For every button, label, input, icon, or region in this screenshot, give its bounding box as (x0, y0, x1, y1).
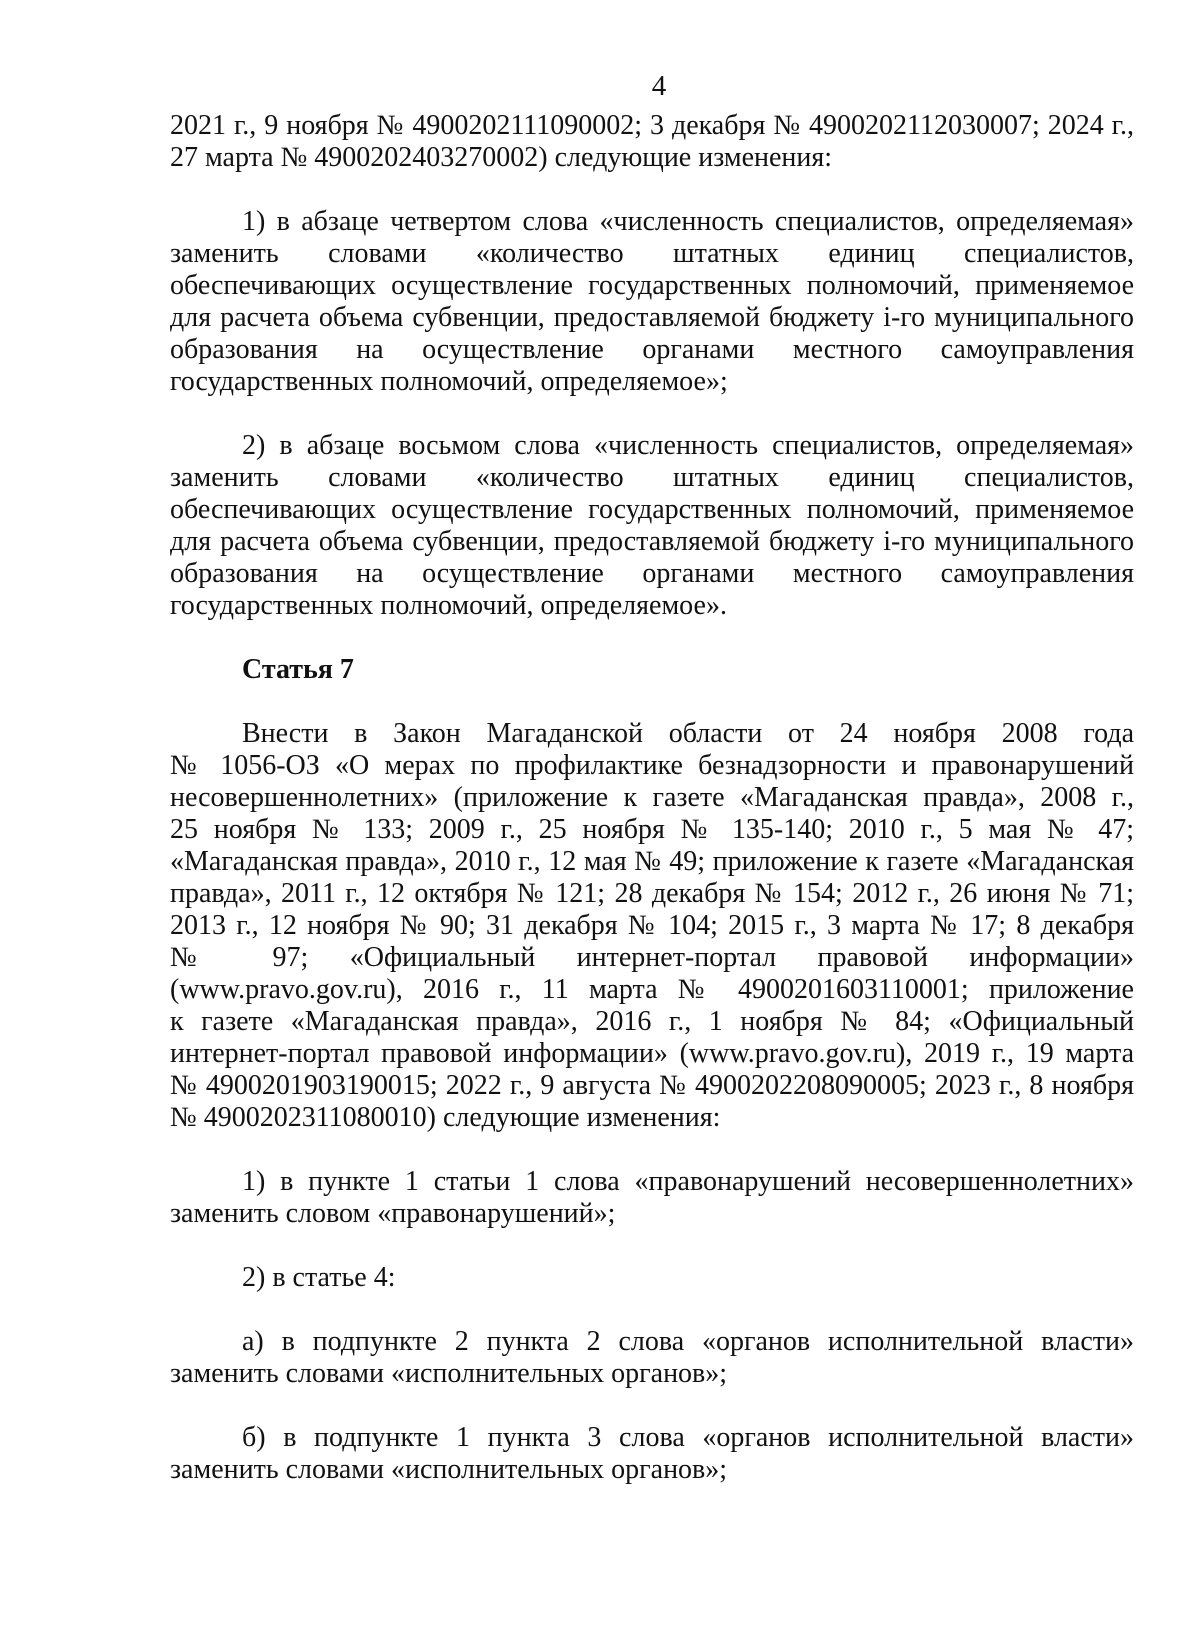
paragraph-spacer (170, 1390, 1134, 1422)
paragraph-spacer (170, 1294, 1134, 1326)
text-line: 25 ноября № 133; 2009 г., 25 ноября № 135-140; 2010 г., 5 мая № 47; (170, 814, 1134, 845)
article-heading: Статья 7 (242, 654, 354, 685)
text-line: 2013 г., 12 ноября № 90; 31 декабря № 104; 2015 г., 3 марта № 17; 8 декабря (170, 910, 1134, 941)
paragraph-spacer (170, 622, 1134, 654)
text-line: заменить словом «правонарушений»; (170, 1198, 616, 1229)
page-number: 4 (651, 70, 667, 102)
article7-item-1 (170, 1166, 1134, 1230)
text-line: а) в подпункте 2 пункта 2 слова «органов исполнительной власти» (242, 1326, 1134, 1357)
continuation-paragraph (170, 110, 1134, 174)
text-line: заменить словами «количество штатных единиц специалистов, (170, 462, 1134, 493)
text-line: обеспечивающих осуществление государственных полномочий, применяемое (170, 494, 1134, 525)
article-intro-paragraph (170, 718, 1134, 1134)
amendment-item-2 (170, 430, 1134, 622)
text-line: б) в подпункте 1 пункта 3 слова «органов исполнительной власти» (242, 1422, 1134, 1453)
text-line: 2) в абзаце восьмом слова «численность специалистов, определяемая» (242, 430, 1134, 461)
text-line: несовершеннолетних» (приложение к газете «Магаданская правда», 2008 г., (170, 782, 1134, 813)
paragraph-spacer (170, 174, 1134, 206)
article7-item-2a (170, 1326, 1134, 1390)
text-line: образования на осуществление органами местного самоуправления (170, 558, 1134, 589)
amendment-item-1 (170, 206, 1134, 398)
text-line: образования на осуществление органами местного самоуправления (170, 334, 1134, 365)
text-line: государственных полномочий, определяемое». (170, 590, 727, 621)
text-line: к газете «Магаданская правда», 2016 г., 1 ноября № 84; «Официальный (170, 1006, 1134, 1037)
article7-item-2 (170, 1262, 1134, 1294)
text-line: 1) в абзаце четвертом слова «численность специалистов, определяемая» (242, 206, 1134, 237)
text-line: заменить словами «количество штатных единиц специалистов, (170, 238, 1134, 269)
text-line: № 97; «Официальный интернет-портал правовой информации» (170, 942, 1134, 973)
text-line: «Магаданская правда», 2010 г., 12 мая № 49; приложение к газете «Магаданская (170, 846, 1134, 877)
text-line: № 4900201903190015; 2022 г., 9 августа № 4900202208090005; 2023 г., 8 ноября (170, 1070, 1134, 1101)
text-line: для расчета объема субвенции, предоставляемой бюджету i-го муниципального (170, 302, 1134, 333)
text-line: (www.pravo.gov.ru), 2016 г., 11 марта № 4900201603110001; приложение (170, 974, 1134, 1005)
text-line: заменить словами «исполнительных органов»; (170, 1454, 728, 1485)
paragraph-spacer (170, 398, 1134, 430)
text-line: 2021 г., 9 ноября № 4900202111090002; 3 декабря № 4900202112030007; 2024 г., (170, 110, 1134, 141)
text-line: 1) в пункте 1 статьи 1 слова «правонарушений несовершеннолетних» (242, 1166, 1134, 1197)
article7-item-2b (170, 1422, 1134, 1486)
text-line: 27 марта № 4900202403270002) следующие изменения: (170, 142, 833, 173)
text-line: заменить словами «исполнительных органов»; (170, 1358, 728, 1389)
text-line: государственных полномочий, определяемое»; (170, 366, 728, 397)
document-body (170, 110, 1134, 1486)
paragraph-spacer (170, 686, 1134, 718)
text-line: интернет-портал правовой информации» (www.pravo.gov.ru), 2019 г., 19 марта (170, 1038, 1134, 1069)
paragraph-spacer (170, 1230, 1134, 1262)
paragraph-spacer (170, 1134, 1134, 1166)
text-line: правда», 2011 г., 12 октября № 121; 28 декабря № 154; 2012 г., 26 июня № 71; (170, 878, 1134, 909)
text-line: № 1056-ОЗ «О мерах по профилактике безнадзорности и правонарушений (170, 750, 1134, 781)
text-line: обеспечивающих осуществление государственных полномочий, применяемое (170, 270, 1134, 301)
text-line: № 4900202311080010) следующие изменения: (170, 1102, 721, 1133)
text-line: 2) в статье 4: (242, 1262, 396, 1293)
text-line: Внести в Закон Магаданской области от 24 ноября 2008 года (242, 718, 1134, 749)
text-line: для расчета объема субвенции, предоставляемой бюджету i-го муниципального (170, 526, 1134, 557)
